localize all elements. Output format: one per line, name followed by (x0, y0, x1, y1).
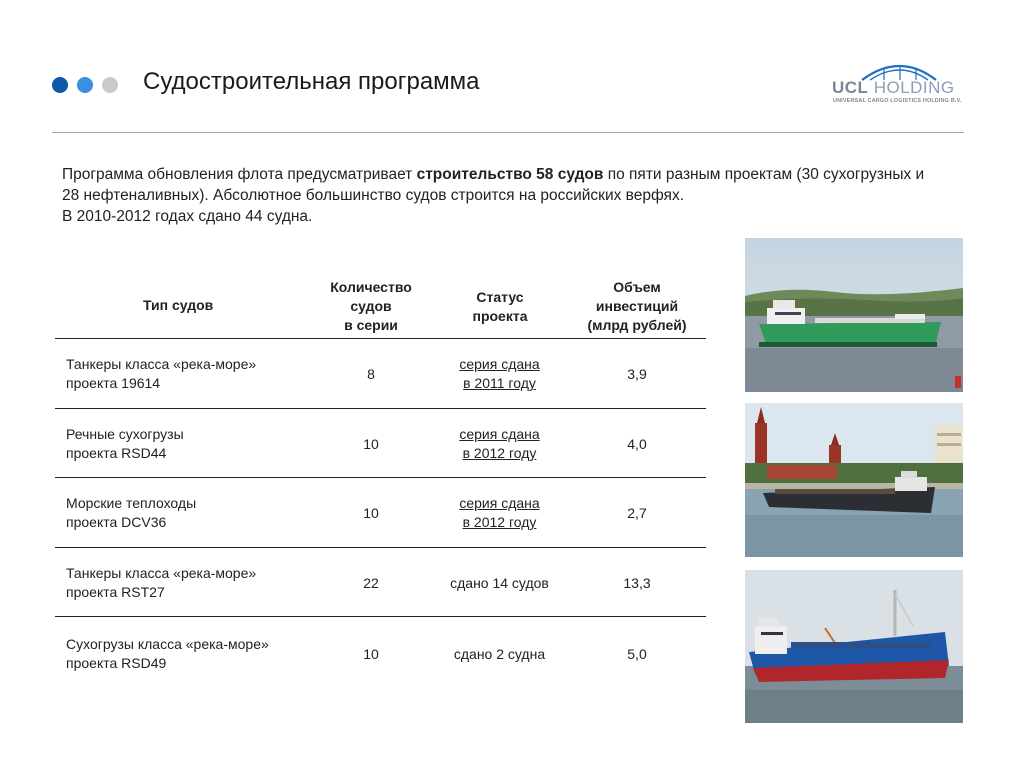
cell-type (66, 425, 184, 463)
cell-investment: 2,7 (627, 505, 647, 521)
cell-investment: 13,3 (623, 574, 651, 591)
header-dots (52, 77, 118, 93)
cell-count: 10 (363, 505, 379, 521)
cell-type (66, 564, 256, 602)
ucl-holding-logo (832, 58, 964, 108)
table-row (55, 339, 706, 409)
header-status (445, 288, 555, 326)
status-link[interactable] (437, 425, 562, 463)
header-inv-line1: Объем (613, 279, 661, 295)
cell-count: 8 (367, 366, 375, 382)
type-line2: проекта 19614 (66, 375, 161, 391)
dot-light-blue (77, 77, 93, 93)
header-count-line2: судов (350, 298, 392, 314)
status-link[interactable] (437, 355, 562, 393)
cell-count: 22 (363, 574, 379, 591)
header-inv-line2: инвестиций (595, 298, 679, 314)
table-row (55, 478, 706, 548)
intro-part1: Программа обновления флота предусматривает (62, 166, 417, 183)
logo-word-holding: HOLDING (873, 78, 955, 97)
table-header (55, 270, 706, 339)
header-divider (52, 132, 964, 133)
cell-count: 10 (363, 646, 379, 662)
header-count-line3: в серии (344, 317, 398, 333)
red-blue-cargo-ship-photo (745, 570, 963, 723)
status-line1[interactable]: серия сдана (459, 495, 540, 511)
type-line2: проекта RSD44 (66, 444, 167, 461)
type-line1: Танкеры класса «река-море» (66, 356, 257, 372)
status-line2[interactable]: в 2012 году (462, 514, 537, 530)
header-investment (575, 278, 699, 335)
logo-wordmark (832, 78, 955, 98)
cell-investment: 4,0 (627, 435, 647, 452)
cell-type (66, 635, 269, 673)
header-status-line2: проекта (472, 308, 528, 324)
dot-gray (102, 77, 118, 93)
header-type: Тип судов (143, 297, 214, 313)
type-line1: Речные сухогрузы (66, 425, 184, 442)
cell-type (66, 355, 256, 393)
header-count-line1: Количество (330, 279, 412, 295)
header-status-line1: Статус (476, 289, 524, 305)
type-line2: проекта RST27 (66, 583, 165, 600)
header-count (317, 278, 425, 335)
type-line1: Танкеры класса «река-море» (66, 564, 257, 581)
cell-status: сдано 2 судна (453, 646, 546, 662)
intro-text (62, 164, 942, 227)
status-line2[interactable]: в 2011 году (463, 375, 536, 391)
intro-paragraph (62, 164, 942, 206)
cell-investment: 5,0 (627, 646, 647, 662)
type-line1: Сухогрузы класса «река-море» (66, 636, 269, 652)
cell-investment: 3,9 (627, 366, 647, 382)
intro-line2: В 2010-2012 годах сдано 44 судна. (62, 208, 313, 225)
dot-dark-blue (52, 77, 68, 93)
status-link[interactable] (437, 494, 562, 532)
type-line2: проекта DCV36 (66, 514, 167, 530)
logo-word-ucl: UCL (832, 78, 869, 97)
type-line1: Морские теплоходы (66, 495, 197, 511)
logo-subtitle: UNIVERSAL CARGO LOGISTICS HOLDING B.V. (833, 98, 962, 104)
intro-part2: по пяти разным проектам (30 сухогрузных и 28 нефтеналивных). Абсолютное большинство судов строится на российских верфях. (62, 166, 925, 204)
status-line1[interactable]: серия сдана (459, 356, 540, 372)
table-row (55, 548, 706, 618)
cargo-ship-kremlin-photo (745, 403, 963, 557)
intro-bold: строительство 58 судов (416, 166, 604, 183)
status-line2[interactable]: в 2012 году (462, 444, 537, 461)
header-inv-line3: (млрд рублей) (587, 317, 687, 333)
type-line2: проекта RSD49 (66, 655, 167, 671)
page-title: Судостроительная программа (143, 68, 480, 95)
cell-status: сдано 14 судов (450, 574, 549, 591)
green-tanker-ship-photo (745, 238, 963, 392)
cell-count: 10 (363, 435, 379, 452)
table-row (55, 617, 706, 687)
cell-type (66, 494, 196, 532)
ship-table (55, 270, 706, 687)
status-line1[interactable]: серия сдана (459, 425, 540, 442)
table-row (55, 409, 706, 479)
